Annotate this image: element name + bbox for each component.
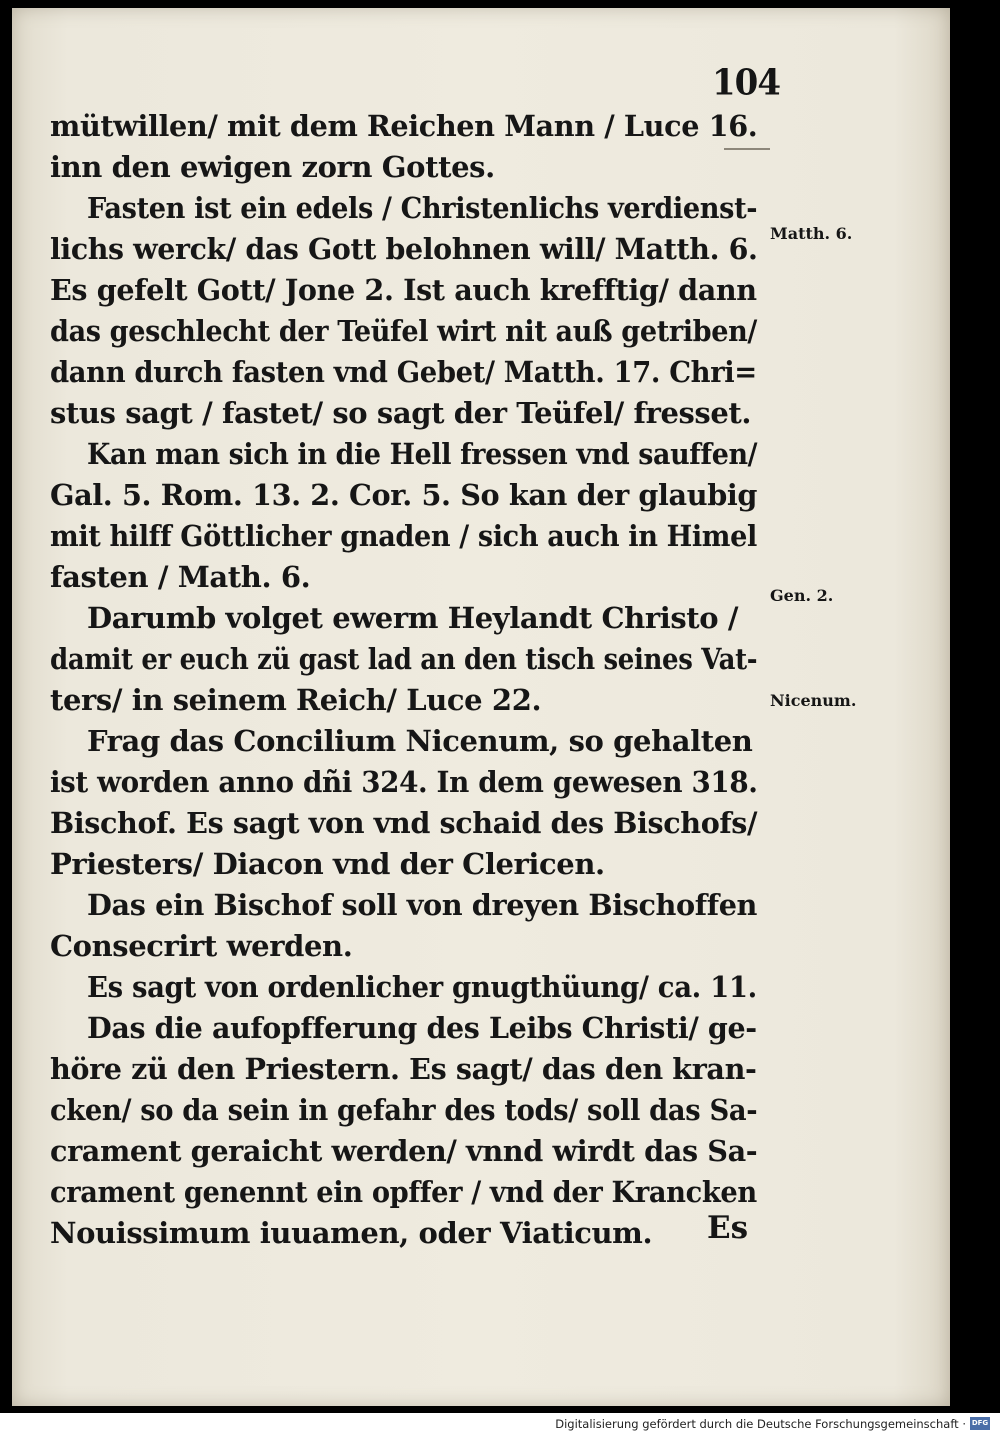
text-line: Das ein Bischof soll von dreyen Bischoffen xyxy=(87,888,758,922)
book-page xyxy=(12,8,950,1406)
text-line: Es gefelt Gott/ Jone 2. Ist auch krefftig/ dann xyxy=(50,273,757,307)
text-line: Priesters/ Diacon vnd der Clericen. xyxy=(50,847,605,881)
text-line: höre zü den Priestern. Es sagt/ das den kran- xyxy=(50,1052,757,1086)
page-number: 104 xyxy=(712,62,780,104)
text-line: Es sagt von ordenlicher gnugthüung/ ca. 11. xyxy=(87,970,757,1004)
text-line: Gal. 5. Rom. 13. 2. Cor. 5. So kan der glaubig xyxy=(50,478,758,512)
margin-note: Nicenum. xyxy=(770,691,857,710)
text-line: das geschlecht der Teüfel wirt nit auß getriben/ xyxy=(50,314,757,348)
text-line: lichs werck/ das Gott belohnen will/ Matth. 6. xyxy=(50,232,758,266)
text-line: Consecrirt werden. xyxy=(50,929,353,963)
text-line: mütwillen/ mit dem Reichen Mann / Luce 16. xyxy=(50,109,758,143)
text-line: ist worden anno dñi 324. In dem gewesen 318. xyxy=(50,765,758,799)
text-line: Das die aufopfferung des Leibs Christi/ ge- xyxy=(87,1011,757,1045)
text-line: Bischof. Es sagt von vnd schaid des Bischofs/ xyxy=(50,806,758,840)
text-line: Frag das Concilium Nicenum, so gehalten xyxy=(87,724,753,758)
text-line: Fasten ist ein edels / Christenlichs verdienst- xyxy=(87,191,758,225)
page-number-rule xyxy=(724,148,770,150)
digitization-credit: Digitalisierung gefördert durch die Deutsche Forschungsgemeinschaft · xyxy=(555,1417,966,1431)
text-line: Kan man sich in die Hell fressen vnd sauffen/ xyxy=(87,437,758,471)
text-line: cken/ so da sein in gefahr des tods/ soll das Sa- xyxy=(50,1093,758,1127)
text-line: ters/ in seinem Reich/ Luce 22. xyxy=(50,683,542,717)
text-line: inn den ewigen zorn Gottes. xyxy=(50,150,495,184)
text-line: damit er euch zü gast lad an den tisch seines Vat- xyxy=(50,642,758,676)
text-line: mit hilff Göttlicher gnaden / sich auch in Himel xyxy=(50,519,757,553)
text-line: Nouissimum iuuamen, oder Viaticum. xyxy=(50,1216,653,1250)
text-line: crament geraicht werden/ vnnd wirdt das Sa- xyxy=(50,1134,758,1168)
text-line: crament genennt ein opffer / vnd der Krancken xyxy=(50,1175,757,1209)
catchword: Es xyxy=(707,1210,749,1246)
dfg-logo: DFG xyxy=(970,1417,990,1430)
text-line: dann durch fasten vnd Gebet/ Matth. 17. Chri= xyxy=(50,355,757,389)
margin-note: Gen. 2. xyxy=(770,586,834,605)
margin-note: Matth. 6. xyxy=(770,224,853,243)
text-line: stus sagt / fastet/ so sagt der Teüfel/ fresset. xyxy=(50,396,752,430)
text-line: fasten / Math. 6. xyxy=(50,560,311,594)
text-line: Darumb volget ewerm Heylandt Christo / xyxy=(87,601,739,635)
